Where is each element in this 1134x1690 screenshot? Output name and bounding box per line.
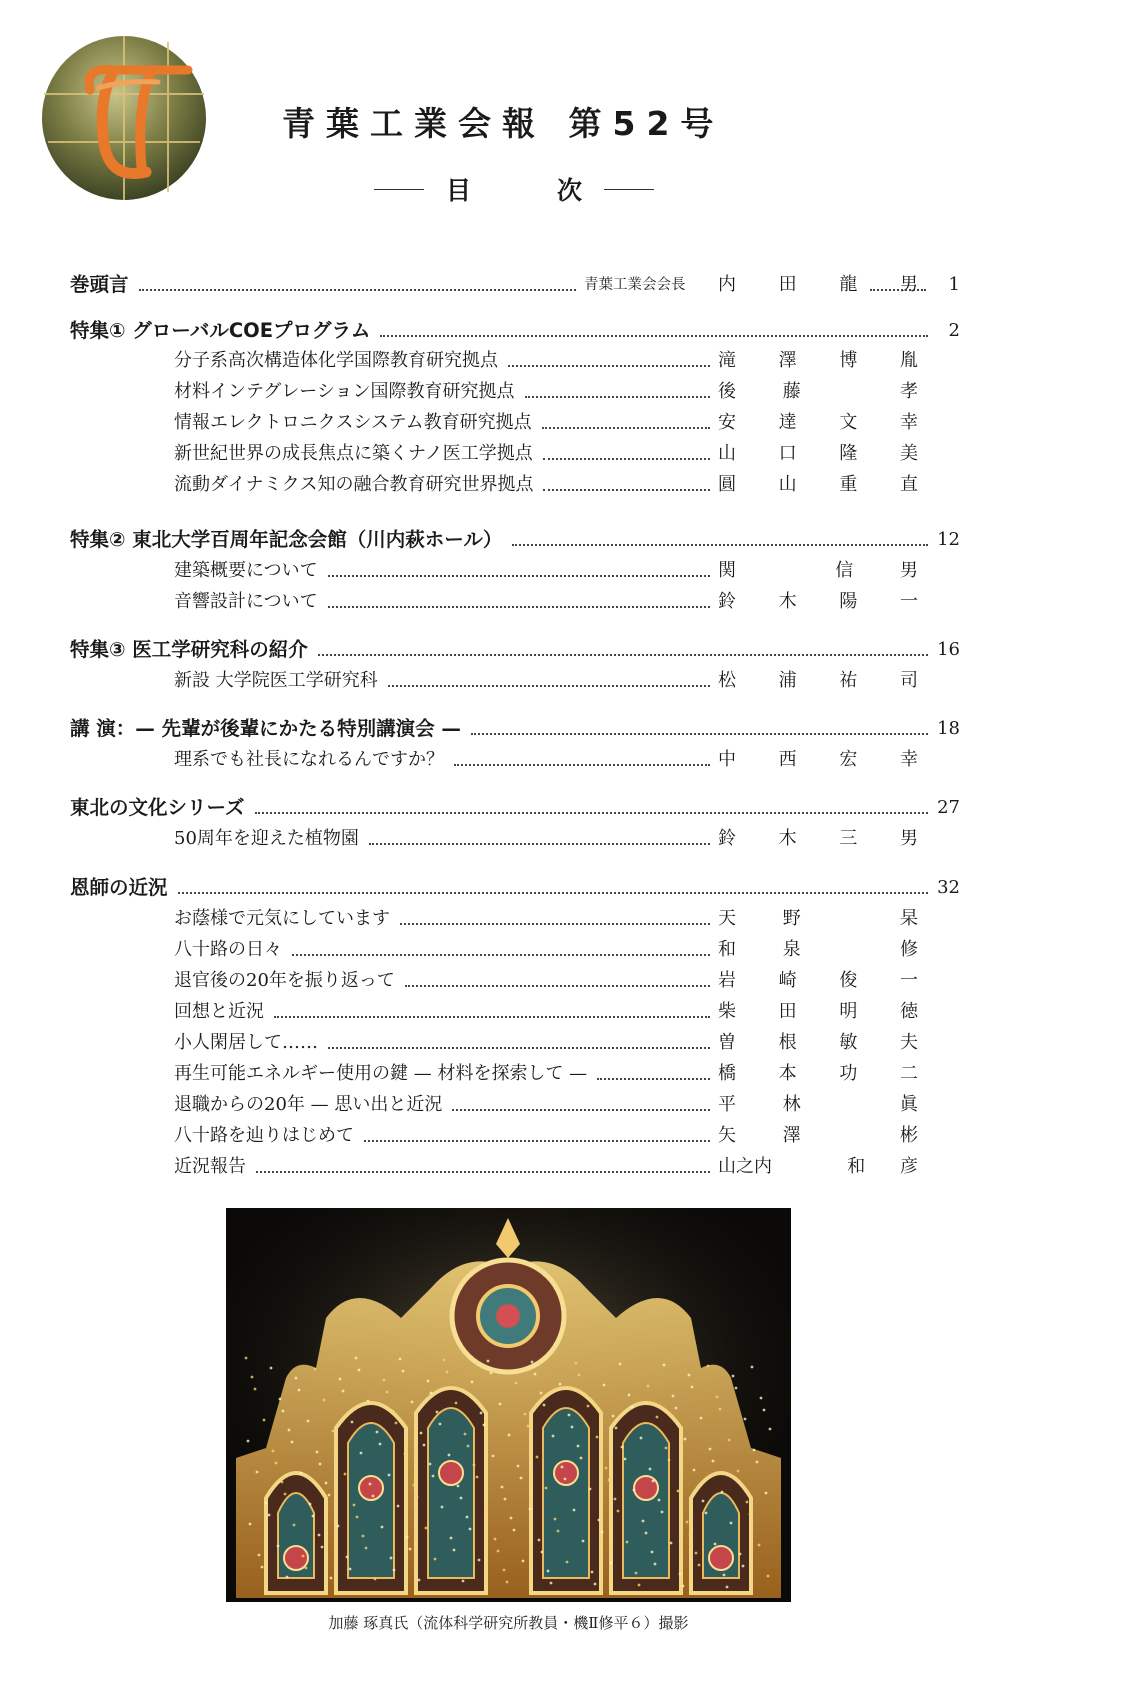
entry-title: 退官後の20年を振り返って <box>174 970 395 991</box>
author-char: 安 <box>718 412 736 433</box>
dot-leader <box>452 1109 710 1111</box>
heading-rule-right <box>604 189 654 190</box>
author-char: 一 <box>899 970 918 991</box>
section-title: 特集③ 医工学研究科の紹介 <box>70 638 308 661</box>
entry-title: 再生可能エネルギー使用の鍵 — 材料を探索して — <box>174 1063 588 1084</box>
author-char: 達 <box>778 412 797 433</box>
photo-caption: 加藤 琢真氏（流体科学研究所教員・機Ⅱ修平６）撮影 <box>328 1614 689 1632</box>
author-char: 龍 <box>839 274 858 295</box>
dot-leader <box>525 396 710 398</box>
author-char: 鈴 <box>718 828 736 849</box>
author-name <box>718 1121 918 1151</box>
author-name <box>718 935 918 965</box>
dot-leader <box>400 923 710 925</box>
dot-leader <box>405 985 710 987</box>
entry-title: 材料インテグレーション国際教育研究拠点 <box>174 381 515 402</box>
tt-logo <box>38 32 210 204</box>
author-char: 泉 <box>782 939 801 960</box>
author-char: 岩 <box>718 970 736 991</box>
dot-leader <box>543 489 710 491</box>
toc-heading-char: 次 <box>556 176 582 205</box>
author-char: 彦 <box>899 1156 918 1177</box>
dot-leader <box>274 1016 710 1018</box>
author-name <box>718 1059 918 1089</box>
author-char: 三 <box>839 828 858 849</box>
author-char: 鈴 <box>718 591 736 612</box>
author-char: 敏 <box>839 1032 858 1053</box>
author-char: 祐 <box>839 670 858 691</box>
entry-title: 八十路を辿りはじめて <box>174 1125 354 1146</box>
page-number: 1 <box>948 274 960 295</box>
author-char: 文 <box>839 412 858 433</box>
author-name <box>718 556 918 586</box>
section-title: 巻頭言 <box>70 273 129 296</box>
author-char: 一 <box>899 591 918 612</box>
author-char: 天 <box>718 908 736 929</box>
entry-title: 50周年を迎えた植物園 <box>174 828 359 849</box>
toc-entry-row <box>70 346 970 376</box>
heading-rule-left <box>374 189 424 190</box>
dot-leader <box>364 1140 710 1142</box>
author-char: 幸 <box>899 412 918 433</box>
toc-entry-row <box>70 587 970 617</box>
toc-section-row <box>70 873 970 903</box>
toc-entry-row <box>70 1059 970 1089</box>
author-char: 関 <box>718 560 736 581</box>
author-char: 徳 <box>899 1001 918 1022</box>
entry-title: 新世紀世界の成長焦点に築くナノ医工学拠点 <box>174 443 533 464</box>
author-name <box>718 587 918 617</box>
dot-leader <box>178 892 928 894</box>
author-char: 山之内 <box>718 1156 772 1177</box>
author-char: 修 <box>899 939 918 960</box>
author-char <box>783 556 789 586</box>
dot-leader <box>380 335 928 337</box>
author-char <box>848 904 854 934</box>
author-char: 矢 <box>718 1125 736 1146</box>
author-char: 美 <box>899 443 918 464</box>
dot-leader <box>256 1171 710 1173</box>
author-name <box>718 1028 918 1058</box>
author-char: 山 <box>778 474 797 495</box>
page-number: 27 <box>937 797 960 818</box>
author-char: 直 <box>899 474 918 495</box>
toc-entry-row <box>70 1090 970 1120</box>
author-char: 澤 <box>782 1125 801 1146</box>
author-name <box>718 377 918 407</box>
dot-leader <box>328 606 710 608</box>
dot-leader <box>454 764 710 766</box>
toc-entry-row <box>70 966 970 996</box>
author-char: 田 <box>778 274 797 295</box>
author-name <box>718 997 918 1027</box>
entry-title: 新設 大学院医工学研究科 <box>174 670 378 691</box>
author-char: 隆 <box>839 443 858 464</box>
author-name <box>718 270 918 300</box>
author-char: 松 <box>718 670 736 691</box>
toc-section-row <box>70 635 970 665</box>
author-char: 柴 <box>718 1001 736 1022</box>
toc-entry-row <box>70 935 970 965</box>
entry-title: 回想と近況 <box>174 1001 264 1022</box>
section-title: 東北の文化シリーズ <box>70 796 245 819</box>
author-char: 二 <box>899 1063 918 1084</box>
author-char <box>848 1121 854 1151</box>
entry-title: 理系でも社長になれるんですか？ <box>174 749 444 770</box>
author-char: 博 <box>839 350 858 371</box>
toc-entry-row <box>70 997 970 1027</box>
page-number: 2 <box>948 320 960 341</box>
entry-title: 小人閑居して…… <box>174 1032 318 1053</box>
author-char: 胤 <box>899 350 918 371</box>
page-number: 16 <box>937 639 960 660</box>
author-char: 口 <box>778 443 797 464</box>
toc-entry-row <box>70 556 970 586</box>
toc-entry-row <box>70 666 970 696</box>
toc-section-row <box>70 270 970 300</box>
author-char <box>807 1152 813 1182</box>
author-name <box>718 904 918 934</box>
author-char: 中 <box>718 749 736 770</box>
author-char: 橋 <box>718 1063 736 1084</box>
author-char: 明 <box>839 1001 858 1022</box>
author-name <box>718 666 918 696</box>
author-char: 本 <box>778 1063 797 1084</box>
dot-leader <box>870 289 926 291</box>
author-name <box>718 966 918 996</box>
entry-title: 建築概要について <box>174 560 318 581</box>
dot-leader <box>369 843 710 845</box>
toc-entry-row <box>70 470 970 500</box>
author-char: 平 <box>718 1094 736 1115</box>
author-char: 木 <box>778 591 797 612</box>
toc-heading-char: 目 <box>446 176 472 205</box>
author-char: 信 <box>835 560 854 581</box>
dot-leader <box>328 575 710 577</box>
author-char: 孝 <box>899 381 918 402</box>
toc-entry-row <box>70 1121 970 1151</box>
author-char <box>848 1090 854 1120</box>
toc-entry-row <box>70 904 970 934</box>
author-char: 功 <box>839 1063 858 1084</box>
author-char <box>848 935 854 965</box>
dot-leader <box>388 685 710 687</box>
dot-leader <box>255 812 928 814</box>
author-char: 澤 <box>778 350 797 371</box>
page-number: 32 <box>937 877 960 898</box>
entry-title: お蔭様で元気にしています <box>174 908 390 929</box>
entry-title: 流動ダイナミクス知の融合教育研究世界拠点 <box>174 474 534 495</box>
author-char: 後 <box>718 381 736 402</box>
toc-section-row <box>70 316 970 346</box>
dot-leader <box>471 733 928 735</box>
author-char: 杲 <box>899 908 918 929</box>
dot-leader <box>597 1078 710 1080</box>
toc-entry-row <box>70 439 970 469</box>
author-char: 山 <box>718 443 736 464</box>
author-char: 崎 <box>778 970 797 991</box>
author-char: 男 <box>899 274 918 295</box>
entry-title: 分子系高次構造体化学国際教育研究拠点 <box>174 350 498 371</box>
author-char: 和 <box>718 939 736 960</box>
author-name <box>718 824 918 854</box>
author-name <box>718 1090 918 1120</box>
toc-entry-row <box>70 745 970 775</box>
author-char: 林 <box>782 1094 801 1115</box>
entry-title: 音響設計について <box>174 591 318 612</box>
dot-leader <box>512 544 928 546</box>
page-number: 18 <box>937 718 960 739</box>
author-char: 彬 <box>899 1125 918 1146</box>
author-char: 宏 <box>839 749 858 770</box>
page-number: 12 <box>937 529 960 550</box>
section-title: 恩師の近況 <box>70 876 168 899</box>
entry-title: 退職からの20年 — 思い出と近況 <box>174 1094 443 1115</box>
author-char <box>848 377 854 407</box>
author-name <box>718 439 918 469</box>
entry-title: 八十路の日々 <box>174 939 282 960</box>
author-name <box>718 346 918 376</box>
author-char: 重 <box>839 474 858 495</box>
toc-entry-row <box>70 408 970 438</box>
author-char: 滝 <box>718 350 736 371</box>
author-char: 野 <box>782 908 801 929</box>
toc-entry-row <box>70 1028 970 1058</box>
dot-leader <box>328 1047 710 1049</box>
author-affiliation: 青葉工業会会長 <box>584 277 686 293</box>
author-char: 浦 <box>778 670 797 691</box>
toc-section-row <box>70 525 970 555</box>
entry-title: 近況報告 <box>174 1156 246 1177</box>
author-char: 田 <box>778 1001 797 1022</box>
dot-leader <box>543 458 710 460</box>
author-char: 幸 <box>899 749 918 770</box>
author-name <box>718 745 918 775</box>
section-title: 特集② 東北大学百周年記念会館（川内萩ホール） <box>70 528 503 551</box>
section-title: 講 演：— 先輩が後輩にかたる特別講演会 — <box>70 717 461 740</box>
toc-entry-row <box>70 824 970 854</box>
author-char: 司 <box>899 670 918 691</box>
toc-entry-row <box>70 1152 970 1182</box>
author-char: 曽 <box>718 1032 736 1053</box>
author-name <box>718 470 918 500</box>
author-char: 木 <box>778 828 797 849</box>
entry-title: 情報エレクトロニクスシステム教育研究拠点 <box>174 412 532 433</box>
author-char: 内 <box>718 274 736 295</box>
dot-leader <box>292 954 710 956</box>
author-char: 眞 <box>899 1094 918 1115</box>
author-char: 男 <box>899 560 918 581</box>
author-char: 男 <box>899 828 918 849</box>
author-char: 俊 <box>839 970 858 991</box>
dot-leader <box>508 365 710 367</box>
author-char: 圓 <box>718 474 736 495</box>
author-name <box>718 408 918 438</box>
section-title: 特集① グローバルCOEプログラム <box>70 319 371 342</box>
dot-leader <box>542 427 710 429</box>
toc-section-row <box>70 793 970 823</box>
author-char: 陽 <box>839 591 858 612</box>
author-char: 夫 <box>899 1032 918 1053</box>
illumination-gate-photo <box>226 1208 791 1602</box>
page-title: 青葉工業会報 第52号 <box>282 104 725 143</box>
toc-section-row <box>70 714 970 744</box>
dot-leader <box>139 289 576 291</box>
toc-heading <box>374 172 654 206</box>
author-char: 西 <box>778 749 797 770</box>
author-char: 藤 <box>782 381 801 402</box>
dot-leader <box>318 654 928 656</box>
author-char: 根 <box>778 1032 797 1053</box>
author-name <box>718 1152 918 1182</box>
author-char: 和 <box>847 1156 866 1177</box>
toc-entry-row <box>70 377 970 407</box>
